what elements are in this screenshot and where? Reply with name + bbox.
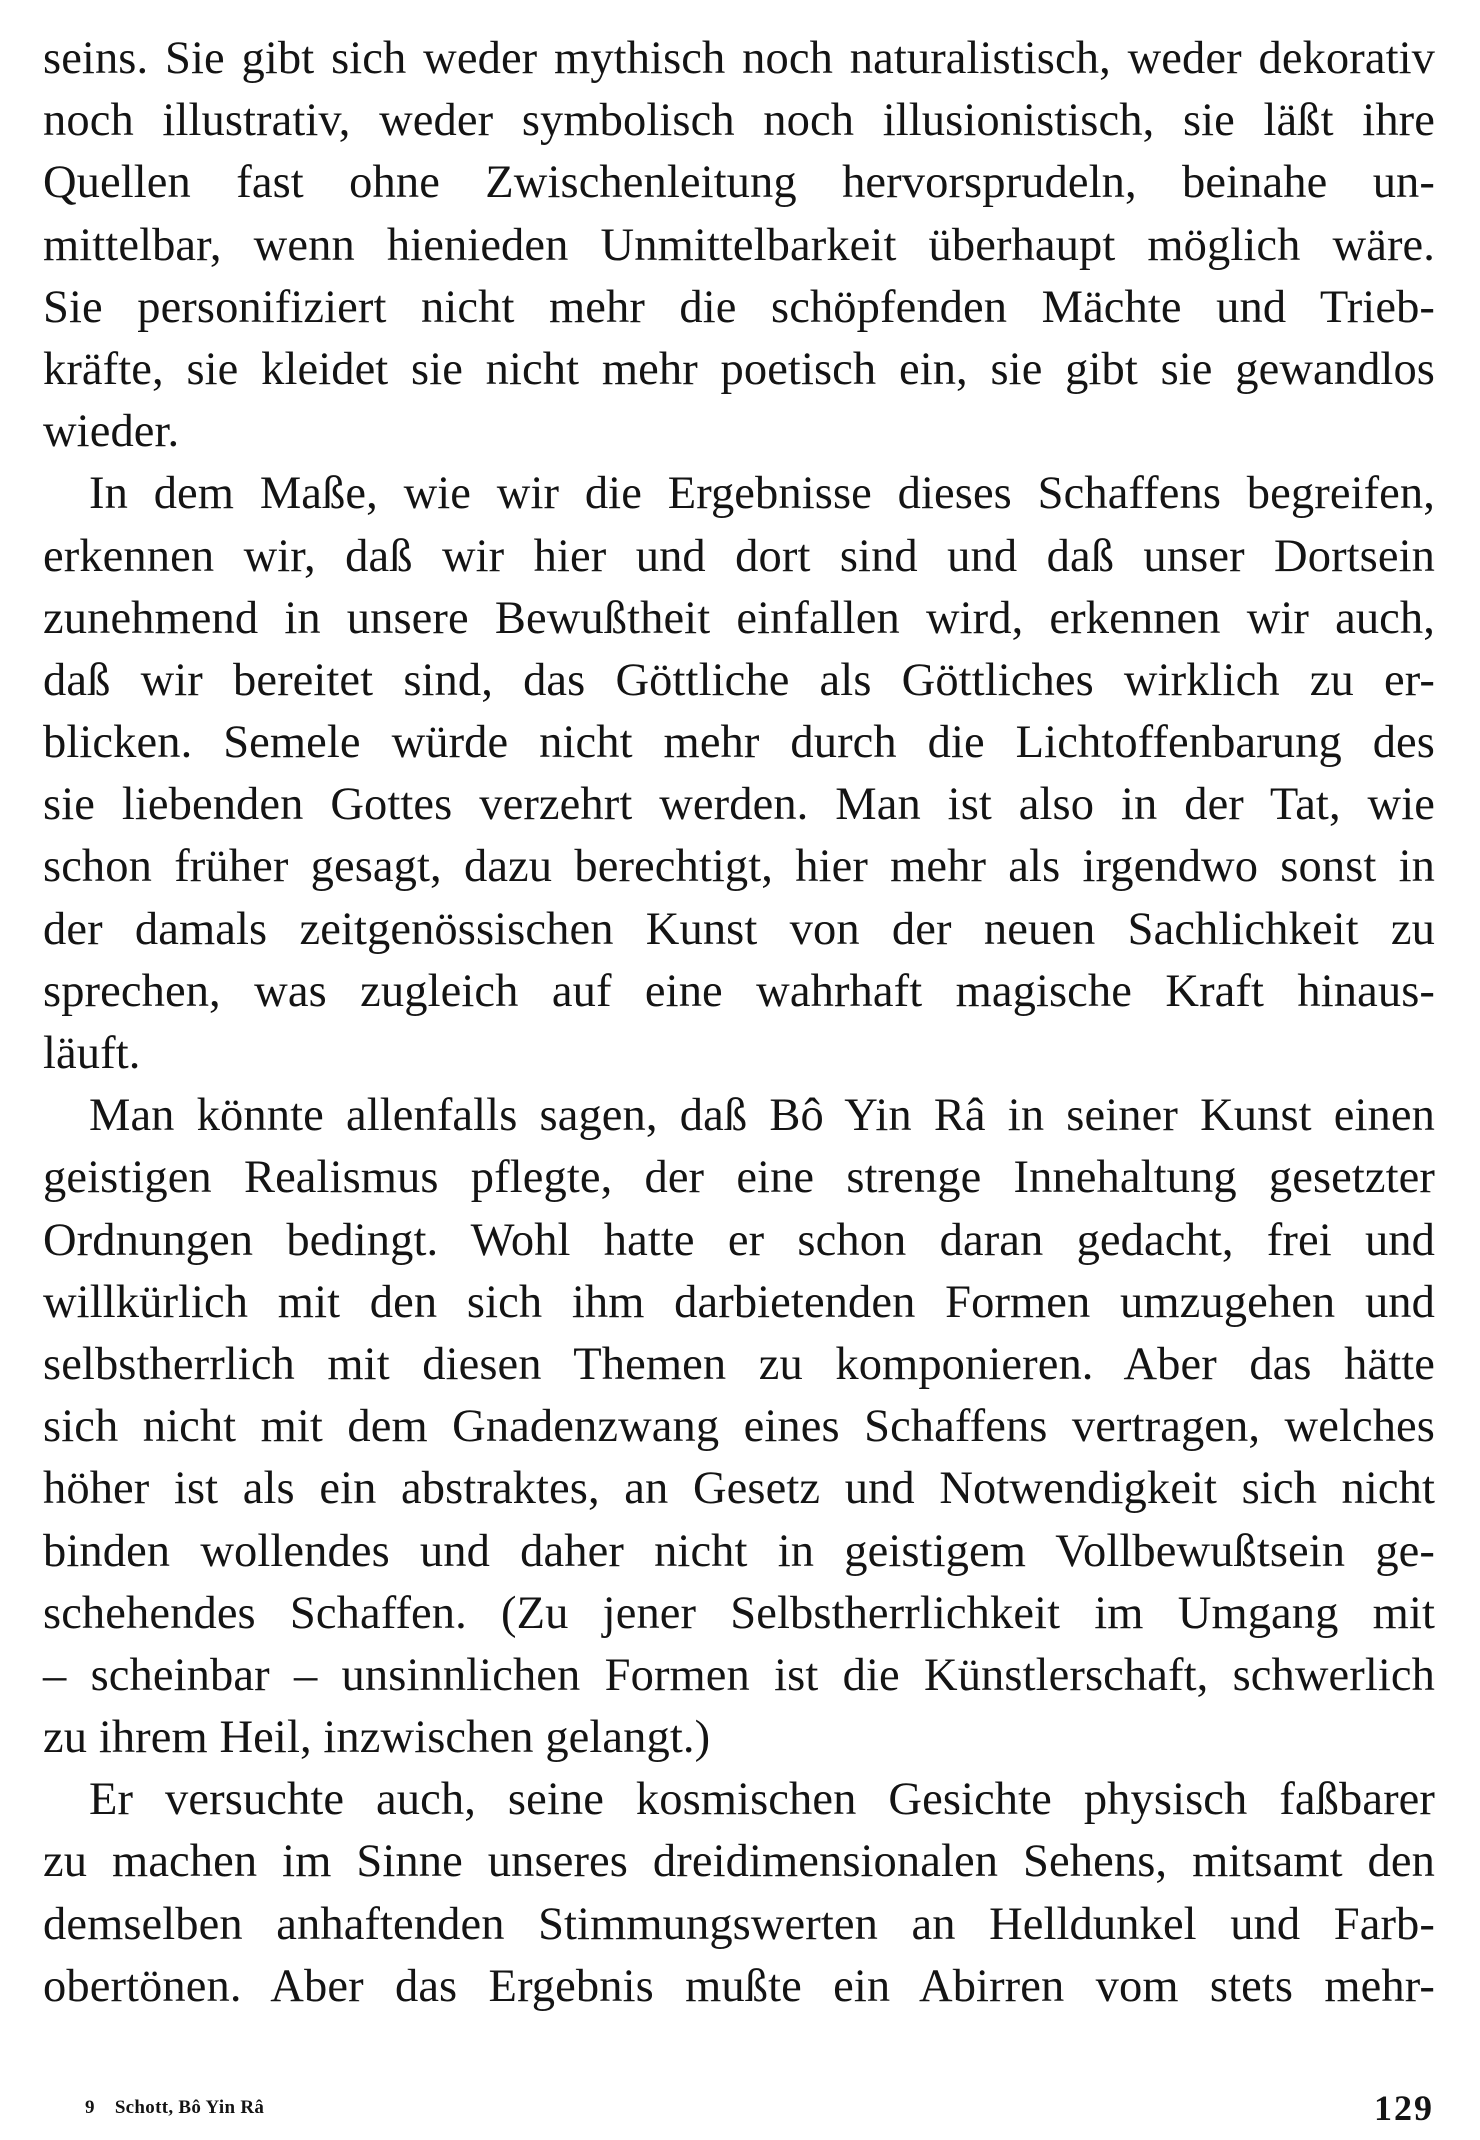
- text-line: Ordnungen bedingt. Wohl hatte er schon daran gedacht, frei und: [43, 1214, 1435, 1266]
- page-body: [43, 28, 1435, 2018]
- text-line: Er versuchte auch, seine kosmischen Gesichte physisch faßbarer: [89, 1774, 1435, 1826]
- page-footer: [85, 2087, 1434, 2127]
- text-line: sprechen, was zugleich auf eine wahrhaft magische Kraft hinaus-: [43, 965, 1435, 1017]
- text-line: mittelbar, wenn hienieden Unmittelbarkeit überhaupt möglich wäre.: [43, 219, 1435, 271]
- text-line: zu machen im Sinne unseres dreidimensionalen Sehens, mitsamt den: [43, 1836, 1435, 1888]
- text-line: zunehmend in unsere Bewußtheit einfallen wird, erkennen wir auch,: [43, 592, 1435, 644]
- signature-text: Schott, Bô Yin Râ: [114, 2097, 265, 2118]
- text-line: zu ihrem Heil, inzwischen gelangt.): [43, 1712, 711, 1764]
- text-line: daß wir bereitet sind, das Göttliche als Göttliches wirklich zu er-: [43, 654, 1435, 706]
- text-line: sich nicht mit dem Gnadenzwang eines Schaffens vertragen, welches: [43, 1401, 1435, 1453]
- text-line: obertönen. Aber das Ergebnis mußte ein Abirren vom stets mehr-: [43, 1960, 1435, 2012]
- paragraph: [43, 1085, 1435, 1769]
- text-line: läuft.: [43, 1028, 141, 1079]
- text-line: noch illustrativ, weder symbolisch noch illusionistisch, sie läßt ihre: [43, 95, 1435, 147]
- text-line: In dem Maße, wie wir die Ergebnisse dieses Schaffens begreifen,: [89, 468, 1435, 520]
- paragraph: [43, 1769, 1435, 2018]
- text-line: schehendes Schaffen. (Zu jener Selbstherrlichkeit im Umgang mit: [43, 1587, 1435, 1639]
- paragraph: [43, 463, 1435, 1085]
- text-line: blicken. Semele würde nicht mehr durch die Lichtoffenbarung des: [43, 717, 1435, 769]
- text-line: schon früher gesagt, dazu berechtigt, hier mehr als irgendwo sonst in: [43, 841, 1435, 893]
- text-line: erkennen wir, daß wir hier und dort sind und daß unser Dortsein: [43, 530, 1435, 582]
- paragraph: [43, 28, 1435, 463]
- text-line: Quellen fast ohne Zwischenleitung hervorsprudeln, beinahe un-: [43, 157, 1435, 209]
- signature-number: 9: [85, 2097, 95, 2118]
- page-number: 129: [1374, 2088, 1434, 2128]
- text-line: sie liebenden Gottes verzehrt werden. Man ist also in der Tat, wie: [43, 779, 1435, 831]
- text-line: geistigen Realismus pflegte, der eine strenge Innehaltung gesetzter: [43, 1152, 1435, 1204]
- text-line: höher ist als ein abstraktes, an Gesetz und Notwendigkeit sich nicht: [43, 1463, 1435, 1515]
- text-line: demselben anhaftenden Stimmungswerten an Helldunkel und Farb-: [43, 1898, 1435, 1950]
- text-line: willkürlich mit den sich ihm darbietenden Formen umzugehen und: [43, 1276, 1435, 1328]
- text-line: binden wollendes und daher nicht in geistigem Vollbewußtsein ge-: [43, 1525, 1435, 1577]
- text-line: der damals zeitgenössischen Kunst von der neuen Sachlichkeit zu: [43, 903, 1435, 955]
- text-line: – scheinbar – unsinnlichen Formen ist die Künstlerschaft, schwerlich: [43, 1649, 1435, 1701]
- text-line: Man könnte allenfalls sagen, daß Bô Yin Râ in seiner Kunst einen: [89, 1090, 1435, 1142]
- text-line: selbstherrlich mit diesen Themen zu komponieren. Aber das hätte: [43, 1338, 1435, 1390]
- text-line: Sie personifiziert nicht mehr die schöpfenden Mächte und Trieb-: [43, 281, 1435, 333]
- printer-signature: [85, 2097, 264, 2119]
- text-line: wieder.: [43, 406, 180, 458]
- text-line: seins. Sie gibt sich weder mythisch noch naturalistisch, weder dekorativ: [43, 33, 1435, 84]
- text-line: kräfte, sie kleidet sie nicht mehr poetisch ein, sie gibt sie gewandlos: [43, 343, 1435, 395]
